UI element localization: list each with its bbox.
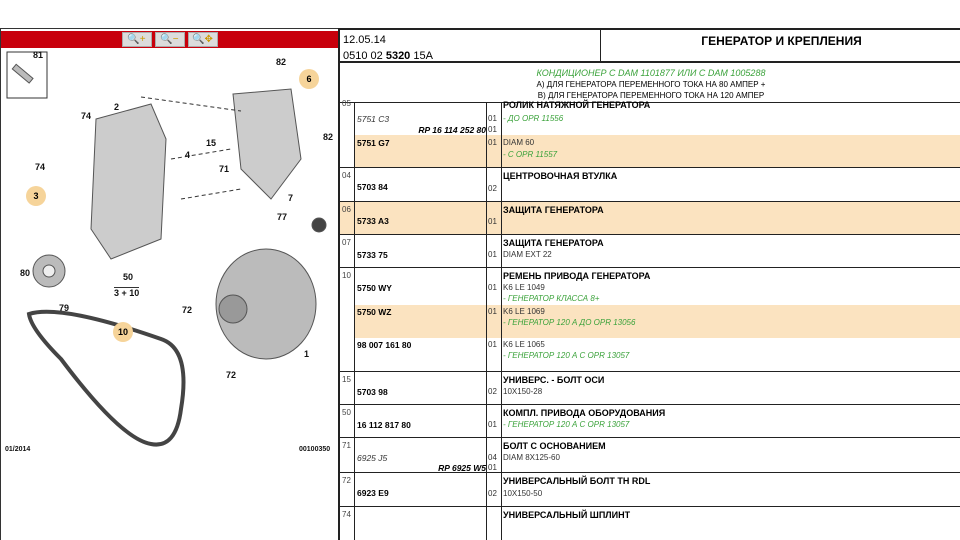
qty: 02: [488, 184, 497, 193]
catalog-ref: 0510 02 5320 15A: [343, 50, 433, 62]
cap-7: [312, 218, 326, 232]
callout-72b: 72: [226, 370, 237, 380]
note-condition: КОНДИЦИОНЕР С DAM 1101877 ИЛИ С DAM 1005288: [536, 68, 766, 78]
spec: K6 LE 1069: [503, 307, 545, 316]
spec: DIAM 8X125-60: [503, 453, 560, 462]
exploded-parts-diagram: [1, 49, 338, 469]
row-desc: ЗАЩИТА ГЕНЕРАТОРА: [503, 205, 604, 215]
row-ref: 07: [342, 238, 351, 247]
spec: 10X150-28: [503, 387, 543, 396]
callout-82: 82: [276, 57, 287, 67]
note-b: В) ДЛЯ ГЕНЕРАТОРА ПЕРЕМЕННОГО ТОКА НА 120 АМПЕР: [537, 91, 765, 100]
part-number[interactable]: 5703 98: [357, 387, 388, 397]
applicability-note: [340, 63, 960, 103]
table-row[interactable]: [340, 372, 960, 405]
condition: - ГЕНЕРАТОР 120 А С OPR 13057: [503, 420, 630, 429]
diagram-toolbar: [1, 31, 338, 48]
zoom-in-button[interactable]: [122, 32, 152, 47]
catalog-date: 12.05.14: [343, 34, 386, 46]
row-desc: УНИВЕРСАЛЬНЫЙ ШПЛИНТ: [503, 510, 631, 520]
column-divider: [501, 103, 502, 540]
callout-15: 15: [206, 138, 217, 148]
callout-3: 3: [26, 186, 46, 206]
callout-50: 50: [123, 272, 134, 282]
callout-1: 1: [304, 349, 310, 359]
part-number[interactable]: 6923 E9: [357, 488, 389, 498]
part-number[interactable]: 5703 84: [357, 182, 388, 192]
part-number[interactable]: 98 007 161 80: [357, 340, 412, 350]
row-desc: УНИВЕРС. - БОЛТ ОСИ: [503, 375, 605, 385]
qty: 01: [488, 217, 497, 226]
table-row[interactable]: [340, 235, 960, 268]
row-desc: РЕМЕНЬ ПРИВОДА ГЕНЕРАТОРА: [503, 271, 651, 281]
qty: 01: [488, 283, 497, 292]
qty: 02: [488, 489, 497, 498]
belt-10: [29, 312, 184, 445]
callout-79: 79: [59, 303, 70, 313]
qty: 02: [488, 387, 497, 396]
callout-71: 71: [219, 164, 230, 174]
shield-6: [233, 89, 301, 199]
condition: - С OPR 11557: [503, 150, 558, 159]
row-ref: 74: [342, 510, 351, 519]
part-number[interactable]: 6925 J5: [357, 453, 388, 463]
callout-74b: 74: [35, 162, 46, 172]
table-row[interactable]: [340, 168, 960, 202]
table-row[interactable]: [340, 473, 960, 507]
part-number[interactable]: 5733 75: [357, 250, 388, 260]
qty: 01: [488, 420, 497, 429]
qty: 01: [488, 340, 497, 349]
row-ref: 15: [342, 375, 351, 384]
callout-7: 7: [288, 193, 294, 203]
part-number[interactable]: 5750 WZ: [357, 307, 392, 317]
column-divider: [486, 103, 487, 540]
callout-77: 77: [277, 212, 288, 222]
condition: - ГЕНЕРАТОР КЛАССА 8+: [503, 294, 600, 303]
row-ref: 05: [342, 99, 351, 108]
table-row[interactable]: [340, 507, 960, 540]
spec: K6 LE 1065: [503, 340, 545, 349]
row-desc: ЗАЩИТА ГЕНЕРАТОРА: [503, 238, 604, 248]
row-desc: ЦЕНТРОВОЧНАЯ ВТУЛКА: [503, 171, 618, 181]
part-number[interactable]: 5733 A3: [357, 216, 389, 226]
note-a: А) ДЛЯ ГЕНЕРАТОРА ПЕРЕМЕННОГО ТОКА НА 80 АМПЕР +: [536, 80, 766, 89]
table-row[interactable]: [340, 405, 960, 438]
condition: - ГЕНЕРАТОР 120 А ДО OPR 13056: [503, 318, 636, 327]
row-desc: РОЛИК НАТЯЖНОЙ ГЕНЕРАТОРА: [503, 100, 651, 110]
row-ref: 71: [342, 441, 351, 450]
spec: K6 LE 1049: [503, 283, 545, 292]
qty: 01: [488, 138, 497, 147]
replacement-part[interactable]: RP 16 114 252 80: [418, 125, 486, 135]
part-number[interactable]: 16 112 817 80: [357, 420, 411, 430]
page-header: [340, 28, 960, 63]
row-ref: 72: [342, 476, 351, 485]
bracket-2: [91, 104, 166, 259]
callout-81: 81: [33, 50, 44, 60]
callout-3-10: 3 + 10: [114, 288, 140, 298]
diagram-date: 01/2014: [5, 446, 31, 453]
qty: 01: [488, 114, 497, 123]
callout-4: 4: [185, 150, 191, 160]
part-number[interactable]: 5751 G7: [357, 138, 390, 148]
parts-list-panel: [338, 28, 960, 540]
table-row[interactable]: [340, 202, 960, 235]
condition: - ГЕНЕРАТОР 120 А С OPR 13057: [503, 351, 630, 360]
table-row[interactable]: [340, 99, 960, 168]
diagram-panel: [0, 28, 338, 540]
callout-72: 72: [182, 305, 193, 315]
qty: 01: [488, 307, 497, 316]
row-desc: УНИВЕРСАЛЬНЫЙ БОЛТ TH RDL: [503, 476, 651, 486]
replacement-part[interactable]: RP 6925 W5: [438, 463, 486, 473]
bolt-81: [12, 64, 33, 83]
callout-6: 6: [299, 69, 319, 89]
part-number[interactable]: 5750 WY: [357, 283, 392, 293]
row-ref: 50: [342, 408, 351, 417]
callout-80: 80: [20, 268, 31, 278]
callout-10: 10: [113, 322, 133, 342]
page-title: ГЕНЕРАТОР И КРЕПЛЕНИЯ: [600, 30, 960, 63]
callout-74: 74: [81, 111, 92, 121]
zoom-out-icon: 🔍−: [160, 34, 179, 45]
row-ref: 06: [342, 205, 351, 214]
row-desc: БОЛТ С ОСНОВАНИЕМ: [503, 441, 606, 451]
spec: DIAM EXT 22: [503, 250, 552, 259]
diagram-code: 00100350: [299, 446, 331, 453]
row-ref: 04: [342, 171, 351, 180]
row-ref: 10: [342, 271, 351, 280]
table-row[interactable]: [340, 438, 960, 473]
callout-82b: 82: [323, 132, 334, 142]
qty: 04: [488, 453, 497, 462]
row-desc: КОМПЛ. ПРИВОДА ОБОРУДОВАНИЯ: [503, 408, 666, 418]
zoom-out-button[interactable]: [155, 32, 185, 47]
spec: 10X150-50: [503, 489, 543, 498]
column-divider: [354, 103, 355, 540]
zoom-in-icon: 🔍+: [127, 34, 146, 45]
condition: - ДО OPR 11556: [503, 114, 564, 123]
qty: 01: [488, 125, 497, 134]
table-row[interactable]: [340, 268, 960, 372]
spec: DIAM 60: [503, 138, 535, 147]
qty: 01: [488, 250, 497, 259]
zoom-pan-button[interactable]: [188, 32, 218, 47]
qty: 01: [488, 463, 497, 472]
callout-2: 2: [114, 102, 120, 112]
part-number[interactable]: 5751 C3: [357, 114, 390, 124]
zoom-pan-icon: 🔍✥: [192, 34, 213, 45]
